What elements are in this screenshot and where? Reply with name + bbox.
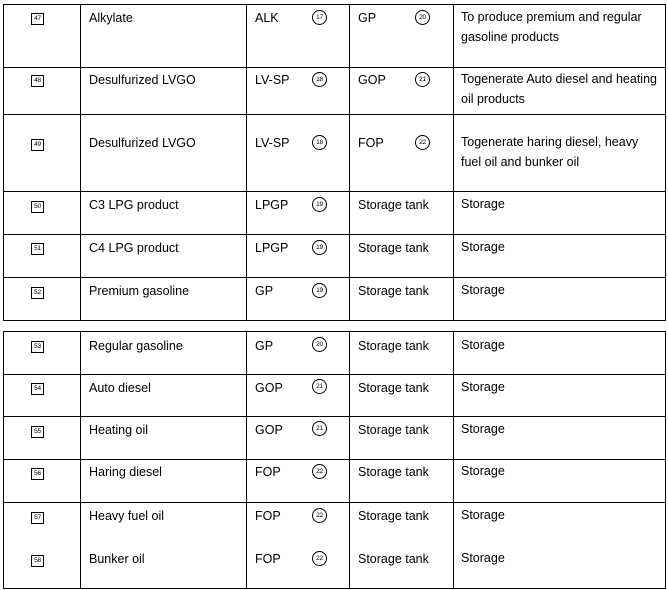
source-node-circle: 18: [312, 135, 327, 150]
stream-number-box: 50: [31, 201, 44, 213]
table-row: [4, 332, 666, 375]
source-unit: GOP: [255, 423, 283, 437]
stream-table-part-2: [3, 331, 666, 589]
purpose-text: Storage: [461, 283, 505, 297]
source-unit: GP: [255, 284, 274, 298]
stream-name-cell: [81, 417, 247, 460]
stream-table-part-1: [3, 4, 666, 321]
purpose-cell: [454, 375, 666, 417]
destination-unit: Storage tank: [358, 423, 429, 437]
table-row: [4, 460, 666, 503]
destination-node-circle: 21: [415, 72, 430, 87]
purpose-text: Storage: [461, 380, 505, 394]
purpose-text: Storage: [461, 338, 505, 352]
purpose-text: Storage: [461, 422, 505, 436]
stream-number-cell: [4, 375, 81, 417]
source-node-circle: 19: [312, 240, 327, 255]
stream-name-cell: [81, 5, 247, 68]
purpose-cell: [454, 235, 666, 278]
purpose-cell: [454, 503, 666, 545]
source-unit-cell: [247, 115, 350, 192]
table-row: [4, 545, 666, 589]
stream-name: Regular gasoline: [89, 339, 183, 353]
source-node-circle: 22: [312, 464, 327, 479]
purpose-text: To produce premium and regular gasoline products: [461, 10, 642, 44]
source-node-circle: 20: [312, 337, 327, 352]
purpose-cell: [454, 5, 666, 68]
table-row: [4, 5, 666, 68]
destination-unit: Storage tank: [358, 551, 429, 566]
stream-number-box: 49: [31, 139, 44, 151]
stream-name: Alkylate: [89, 11, 133, 25]
destination-unit: GOP: [358, 73, 386, 87]
destination-unit: Storage tank: [358, 381, 429, 395]
stream-name-cell: [81, 68, 247, 115]
stream-number-cell: [4, 192, 81, 235]
stream-name: C4 LPG product: [89, 241, 179, 255]
purpose-cell: [454, 332, 666, 375]
source-node-circle: 17: [312, 10, 327, 25]
source-unit: FOP: [255, 465, 281, 479]
stream-name-cell: [81, 332, 247, 375]
table-row: [4, 503, 666, 545]
destination-unit: Storage tank: [358, 284, 429, 298]
stream-number-cell: [4, 460, 81, 503]
source-unit-cell: [247, 417, 350, 460]
source-node-circle: 21: [312, 379, 327, 394]
purpose-text: Storage: [461, 240, 505, 254]
destination-unit-cell: [350, 192, 454, 235]
purpose-text: Togenerate Auto diesel and heating oil products: [461, 72, 657, 106]
source-unit: FOP: [255, 509, 281, 523]
table-row: [4, 115, 666, 192]
table-row: [4, 192, 666, 235]
stream-number-box: 51: [31, 243, 44, 255]
destination-unit-cell: [350, 375, 454, 417]
source-unit-cell: [247, 192, 350, 235]
destination-unit: Storage tank: [358, 198, 429, 212]
stream-number-box: 56: [31, 468, 44, 480]
stream-number-cell: [4, 417, 81, 460]
destination-unit-cell: [350, 68, 454, 115]
stream-number-cell: [4, 5, 81, 68]
stream-name: C3 LPG product: [89, 198, 179, 212]
stream-name-cell: [81, 192, 247, 235]
stream-number-cell: [4, 503, 81, 545]
table-row: [4, 68, 666, 115]
stream-number-cell: [4, 115, 81, 192]
stream-number-cell: [4, 235, 81, 278]
stream-number-box: 54: [31, 383, 44, 395]
destination-unit-cell: [350, 235, 454, 278]
purpose-cell: [454, 115, 666, 192]
destination-unit: Storage tank: [358, 339, 429, 353]
destination-node-circle: 22: [415, 135, 430, 150]
purpose-cell: [454, 278, 666, 321]
stream-number-box: 53: [31, 341, 44, 353]
table-row: [4, 417, 666, 460]
destination-unit-cell: [350, 545, 454, 589]
stream-name: Heavy fuel oil: [89, 509, 165, 523]
stream-name: Heating oil: [89, 423, 149, 437]
stream-name-cell: [81, 278, 247, 321]
source-unit: ALK: [255, 11, 279, 25]
source-unit-cell: [247, 332, 350, 375]
purpose-cell: [454, 417, 666, 460]
stream-name: Desulfurized LVGO: [89, 136, 196, 150]
stream-name: Auto diesel: [89, 381, 151, 395]
source-unit: FOP: [255, 551, 281, 566]
destination-unit-cell: [350, 5, 454, 68]
destination-unit-cell: [350, 115, 454, 192]
destination-unit-cell: [350, 460, 454, 503]
source-node-circle: 21: [312, 421, 327, 436]
destination-unit-cell: [350, 278, 454, 321]
source-unit-cell: [247, 68, 350, 115]
stream-name-cell: [81, 375, 247, 417]
stream-name-cell: [81, 235, 247, 278]
stream-number-box: 52: [31, 287, 44, 299]
purpose-cell: [454, 192, 666, 235]
source-unit-cell: [247, 460, 350, 503]
source-unit: LPGP: [255, 198, 289, 212]
destination-unit: FOP: [358, 136, 384, 150]
stream-number-box: 55: [31, 426, 44, 438]
destination-unit-cell: [350, 332, 454, 375]
destination-node-circle: 20: [415, 10, 430, 25]
source-node-circle: 22: [312, 508, 327, 523]
source-unit: GOP: [255, 381, 283, 395]
source-node-circle: 19: [312, 283, 327, 298]
source-unit-cell: [247, 503, 350, 545]
stream-number-box: 58: [31, 555, 44, 567]
source-node-circle: 19: [312, 197, 327, 212]
stream-name: Bunker oil: [89, 551, 145, 566]
stream-name-cell: [81, 115, 247, 192]
purpose-cell: [454, 460, 666, 503]
purpose-text: Storage: [461, 508, 505, 522]
source-unit-cell: [247, 5, 350, 68]
source-unit-cell: [247, 278, 350, 321]
destination-unit-cell: [350, 417, 454, 460]
destination-unit-cell: [350, 503, 454, 545]
stream-name-cell: [81, 503, 247, 545]
stream-name: Desulfurized LVGO: [89, 73, 196, 87]
table-row: [4, 278, 666, 321]
stream-number-box: 48: [31, 75, 44, 87]
purpose-text: Storage: [461, 550, 505, 565]
stream-number-box: 47: [31, 13, 44, 25]
destination-unit: Storage tank: [358, 509, 429, 523]
table-row: [4, 235, 666, 278]
stream-name-cell: [81, 460, 247, 503]
destination-unit: Storage tank: [358, 465, 429, 479]
table-row: [4, 375, 666, 417]
purpose-cell: [454, 68, 666, 115]
stream-name: Haring diesel: [89, 465, 162, 479]
destination-unit: Storage tank: [358, 241, 429, 255]
stream-number-cell: [4, 68, 81, 115]
stream-number-cell: [4, 278, 81, 321]
stream-name-cell: [81, 545, 247, 589]
purpose-cell: [454, 545, 666, 589]
stream-number-box: 57: [31, 512, 44, 524]
source-unit-cell: [247, 545, 350, 589]
stream-name: Premium gasoline: [89, 284, 190, 298]
source-unit-cell: [247, 235, 350, 278]
purpose-text: Storage: [461, 464, 505, 478]
stream-number-cell: [4, 545, 81, 589]
source-unit-cell: [247, 375, 350, 417]
source-unit: LPGP: [255, 241, 289, 255]
source-unit: LV-SP: [255, 73, 290, 87]
destination-unit: GP: [358, 11, 377, 25]
purpose-text: Storage: [461, 197, 505, 211]
source-unit: GP: [255, 339, 274, 353]
purpose-text: Togenerate haring diesel, heavy fuel oil and bunker oil: [461, 135, 639, 169]
source-unit: LV-SP: [255, 136, 290, 150]
source-node-circle: 22: [312, 551, 327, 566]
stream-number-cell: [4, 332, 81, 375]
source-node-circle: 18: [312, 72, 327, 87]
